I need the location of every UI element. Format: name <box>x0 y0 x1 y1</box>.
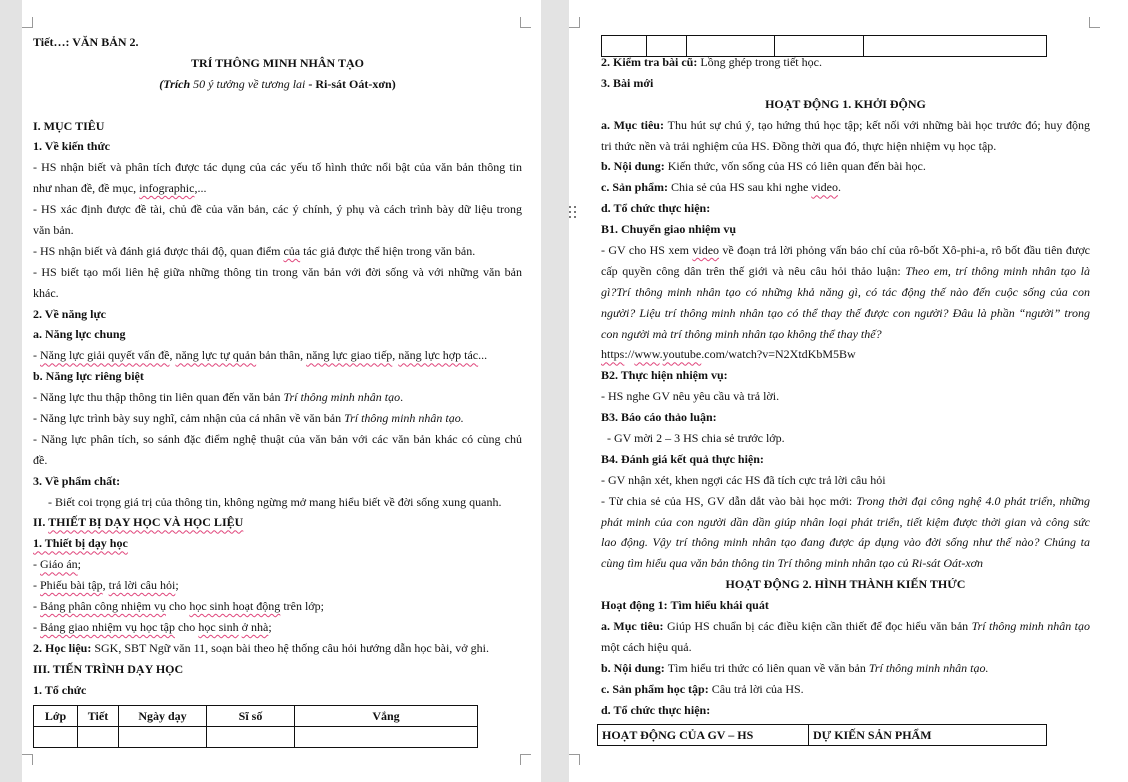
corner-mark <box>520 17 531 28</box>
paragraph <box>33 512 522 533</box>
text-run: d. Tổ chức thực hiện: <box>601 201 711 216</box>
text-line <box>601 700 1090 721</box>
heading <box>33 53 522 74</box>
spellcheck-flagged-text: năng lực giao tiếp <box>306 348 393 363</box>
text-run: Lồng ghép trong tiết học. <box>700 55 822 69</box>
text-run: - GV mời 2 – 3 HS chia sẻ trước lớp. <box>607 431 785 446</box>
text-run: bản thân, <box>256 348 307 363</box>
paragraph <box>33 324 522 345</box>
paragraph <box>601 344 1090 365</box>
paragraph <box>33 345 522 366</box>
text-run: tác giả được thể hiện trong văn bản. <box>300 243 476 258</box>
text-line <box>601 219 1090 240</box>
text-line <box>33 324 522 345</box>
table-header-cell[interactable]: DỰ KIẾN SẢN PHẨM <box>809 725 1047 746</box>
text-line <box>601 177 1090 198</box>
text-run: Tiết…: VĂN BẢN 2. <box>33 35 139 49</box>
text-line <box>601 616 1090 637</box>
text-line <box>601 595 1090 616</box>
text-line <box>601 261 1090 282</box>
text-run: cùng tìm hiểu qua văn bản thông tin Trí thông minh nhân tạo củ Ri-sát Oát-xơn <box>601 556 984 571</box>
text-run: Giúp HS chuẩn bị các điều kiện cần thiết để đọc hiểu văn bản <box>666 619 972 634</box>
text-line <box>601 574 1090 595</box>
heading <box>33 74 522 95</box>
paragraph <box>601 595 1090 616</box>
spellcheck-flagged-text: infographic <box>139 181 195 196</box>
text-line <box>33 429 522 450</box>
text-run: Thu hút sự chú ý, tạo hứng thú học tập; kết nối với những bài học trước đó; huy động <box>667 117 1090 132</box>
text-run: - Năng lực thu thập thông tin liên quan đến văn bản <box>33 390 284 405</box>
text-run: - GV nhận xét, khen ngợi các HS đã tích cực trả lời câu hỏi <box>601 472 886 487</box>
class-info-table[interactable] <box>33 705 478 748</box>
spellcheck-flagged-text: Bảng giao nhiệm vụ học tập <box>40 619 175 634</box>
paragraph <box>601 52 1090 73</box>
text-line <box>33 408 522 429</box>
corner-mark <box>22 754 33 765</box>
paragraph <box>33 492 522 513</box>
text-line <box>601 324 1090 345</box>
text-line <box>601 553 1090 574</box>
table-header-cell[interactable]: Ngày dạy <box>119 706 207 727</box>
text-run: lao động. Vậy trí thông minh nhân tạo đang được áp dụng vào đời sống như thế nào? Chúng ta <box>601 535 1090 550</box>
paragraph <box>601 407 1090 428</box>
text-line <box>33 659 522 680</box>
text-run: 1. Về kiến thức <box>33 139 110 154</box>
text-run: TRÍ THÔNG MINH NHÂN TẠO <box>191 55 364 70</box>
spellcheck-flagged-text: https <box>601 347 625 362</box>
paragraph <box>33 575 522 596</box>
paragraph <box>601 470 1090 491</box>
text-line <box>33 136 522 157</box>
text-run: Trí thông minh nhân tạo <box>971 619 1090 634</box>
text-run: B2. Thực hiện nhiệm vụ: <box>601 368 728 383</box>
text-run: , <box>169 348 176 363</box>
text-line <box>601 428 1090 449</box>
corner-mark <box>569 17 580 28</box>
text-run: - Biết coi trọng giá trị của thông tin, không ngừng mở mang hiểu biết về đời sống xung quanh. <box>48 494 502 509</box>
spellcheck-flagged-text: THIẾT BỊ DẠY HỌC VÀ HỌC LIỆU <box>48 515 244 530</box>
text-run: một cách hiệu quả. <box>601 639 692 654</box>
text-run: HOẠT ĐỘNG 2. HÌNH THÀNH KIẾN THỨC <box>725 577 966 592</box>
text-run: ; <box>77 557 81 572</box>
table-cell[interactable] <box>295 727 478 748</box>
table-header-cell[interactable]: HOẠT ĐỘNG CỦA GV – HS <box>598 725 809 746</box>
paragraph <box>33 241 522 262</box>
document-page-1[interactable] <box>22 0 541 782</box>
text-line <box>33 617 522 638</box>
corner-mark <box>569 754 580 765</box>
text-run: 3. Về phẩm chất: <box>33 473 121 488</box>
text-run: - HS biết tạo mối liên hệ giữa những thông tin trong văn bản với đời sống và với những văn bản <box>33 264 522 279</box>
text-run: I. MỤC TIÊU <box>33 118 105 133</box>
text-run: , <box>392 348 399 363</box>
drag-handle-icon[interactable] <box>569 206 577 220</box>
paragraph <box>601 177 1090 198</box>
corner-mark <box>1089 17 1100 28</box>
text-run: ... <box>478 348 488 363</box>
text-run: c. Sản phẩm: <box>601 180 672 195</box>
text-line <box>33 554 522 575</box>
text-line <box>33 53 522 74</box>
text-run: 3. Bài mới <box>601 75 654 90</box>
paragraph <box>33 471 522 492</box>
paragraph <box>601 658 1090 679</box>
text-line <box>33 450 522 471</box>
table-cell[interactable] <box>207 727 295 748</box>
text-run: - HS nhận biết và đánh giá được thái độ, quan điểm <box>33 243 284 258</box>
heading <box>601 574 1090 595</box>
table-header-cell[interactable]: Vắng <box>295 706 478 727</box>
document-page-2[interactable] <box>569 0 1128 782</box>
text-line <box>33 220 522 241</box>
text-line <box>601 407 1090 428</box>
spellcheck-flagged-text: học sinh hoạt động <box>189 599 281 614</box>
text-line <box>601 73 1090 94</box>
paragraph <box>601 616 1090 658</box>
text-line <box>601 115 1090 136</box>
text-line <box>601 94 1090 115</box>
paragraph <box>33 136 522 157</box>
spellcheck-flagged-text: năng lực hợp tác <box>398 348 479 363</box>
paragraph <box>33 366 522 387</box>
paragraph <box>33 680 522 701</box>
table-header-cell[interactable]: Tiết <box>78 706 119 727</box>
text-line <box>601 512 1090 533</box>
text-run: Trí thông minh nhân tạo. <box>344 411 464 426</box>
text-run: (Trích <box>159 76 194 91</box>
text-line <box>33 492 522 513</box>
paragraph <box>33 596 522 617</box>
text-run: cấp quyền công dân trên thế giới và nêu câu hỏi thảo luận: <box>601 263 906 278</box>
paragraph <box>33 199 522 241</box>
text-run: - <box>33 599 40 614</box>
table-cell[interactable] <box>78 727 119 748</box>
paragraph <box>601 240 1090 344</box>
text-run: gì?Trí thông minh nhân tạo có những khả năng gì, có tác động thế nào đến cuộc sống của con <box>601 284 1090 299</box>
text-line <box>33 199 522 220</box>
text-line <box>33 304 522 325</box>
text-line <box>33 262 522 283</box>
paragraph <box>601 219 1090 240</box>
text-run: - <box>33 619 40 634</box>
paragraph <box>601 449 1090 470</box>
spellcheck-flagged-text: www <box>634 347 660 362</box>
blank-line <box>33 95 522 116</box>
paragraph <box>33 533 522 554</box>
text-run: II. <box>33 515 49 530</box>
table-header-cell[interactable]: Sĩ số <box>207 706 295 727</box>
spellcheck-flagged-text: video <box>811 180 838 195</box>
text-run: cho <box>165 599 190 614</box>
paragraph <box>33 617 522 638</box>
paragraph <box>601 700 1090 721</box>
text-line <box>33 157 522 178</box>
text-line <box>601 365 1090 386</box>
paragraph <box>33 408 522 429</box>
spellcheck-flagged-text: Năng lực giải quyết vấn đề <box>40 348 170 363</box>
corner-mark <box>520 754 531 765</box>
page-2-body[interactable] <box>601 52 1090 721</box>
text-run: 50 ý tưởng về tương lai <box>193 76 306 91</box>
text-run: cho <box>174 619 199 634</box>
text-line <box>601 470 1090 491</box>
text-line <box>601 282 1090 303</box>
text-run: ; <box>175 578 179 593</box>
paragraph <box>33 554 522 575</box>
spellcheck-flagged-text: học sinh <box>198 619 239 634</box>
paragraph <box>601 73 1090 94</box>
text-run: :// <box>624 347 635 362</box>
text-line <box>33 512 522 533</box>
table-header-cell[interactable]: Lớp <box>34 706 78 727</box>
paragraph <box>33 32 522 53</box>
text-run: người? Liệu trí thông minh nhân tạo có thể thay thế được con người? Đâu là phần “người” trong <box>601 305 1090 320</box>
paragraph <box>601 679 1090 700</box>
text-run: Câu trả lời của HS. <box>711 681 804 696</box>
text-run: như nhan đề, đề mục, <box>33 181 140 196</box>
text-run: . <box>400 390 404 405</box>
text-run: .com/watch?v=N2XtdKbM5Bw <box>701 347 856 362</box>
text-line <box>33 345 522 366</box>
text-line <box>601 449 1090 470</box>
text-line <box>33 680 522 701</box>
text-run: - <box>33 557 40 572</box>
text-run: ; <box>268 619 272 634</box>
text-run: Tìm hiểu tri thức có liên quan về văn bản <box>667 660 869 675</box>
spellcheck-flagged-text: trả lời câu hỏi <box>108 578 176 593</box>
text-run: trên lớp; <box>280 599 324 614</box>
text-line <box>601 303 1090 324</box>
text-run: SGK, SBT Ngữ văn 11, soạn bài theo hệ thống câu hỏi hướng dẫn học bài, vở ghi. <box>94 640 489 655</box>
text-run: khác. <box>33 285 59 300</box>
paragraph <box>601 386 1090 407</box>
text-run: . <box>659 347 663 362</box>
text-run: Trí thông minh nhân tạo <box>283 390 401 405</box>
paragraph <box>33 304 522 325</box>
text-line <box>601 532 1090 553</box>
text-line <box>601 637 1090 658</box>
text-run: 2. Về năng lực <box>33 306 106 321</box>
paragraph <box>601 365 1090 386</box>
text-line <box>33 471 522 492</box>
text-run: 2. Học liệu: <box>33 640 95 655</box>
text-run: tri thức nền và trải nghiệm của HS. Đồng thời qua đó, thực hiện nhiệm vụ học tập. <box>601 138 997 153</box>
text-line <box>33 575 522 596</box>
text-run: c. Sản phẩm học tập: <box>601 681 712 696</box>
text-run: - <box>33 578 40 593</box>
paragraph <box>33 659 522 680</box>
text-run: a. Mục tiêu: <box>601 619 667 634</box>
text-line <box>601 679 1090 700</box>
text-run: b. Năng lực riêng biệt <box>33 369 144 384</box>
spellcheck-flagged-text: 1. Thiết bị dạy học <box>33 536 128 551</box>
table-cell[interactable] <box>34 727 78 748</box>
text-run: a. Năng lực chung <box>33 327 126 342</box>
text-line <box>33 638 522 659</box>
text-run: - HS nghe GV nêu yêu cầu và trả lời. <box>601 389 780 404</box>
text-run: Trí thông minh nhân tạo. <box>868 660 989 675</box>
paragraph <box>33 387 522 408</box>
text-run: - <box>33 348 40 363</box>
spellcheck-flagged-text: của <box>283 243 301 258</box>
text-run: B4. Đánh giá kết quả thực hiện: <box>601 451 764 466</box>
paragraph <box>33 262 522 304</box>
paragraph <box>601 115 1090 157</box>
text-run: - Năng lực trình bày suy nghĩ, cảm nhận của cá nhân về văn bản <box>33 411 345 426</box>
text-run: con người mà trí thông minh nhân tạo không thể thay thế? <box>601 326 882 341</box>
text-run: Hoạt động 1: Tìm hiểu khái quát <box>601 598 769 613</box>
paragraph <box>601 491 1090 575</box>
text-line <box>33 116 522 137</box>
text-line <box>33 178 522 199</box>
text-run: Kiến thức, vốn sống của HS có liên quan đến bài học. <box>667 159 926 174</box>
text-run: B3. Báo cáo thảo luận: <box>601 410 717 425</box>
text-line <box>601 52 1090 73</box>
text-line <box>33 32 522 53</box>
paragraph <box>33 429 522 471</box>
text-line <box>601 658 1090 679</box>
text-run: phát minh của con người dần dần giúp nhân loại phát triển, tiết kiệm được thời gian và công sức <box>601 514 1090 529</box>
text-line <box>601 491 1090 512</box>
page-1-body[interactable] <box>33 32 522 701</box>
text-line <box>601 156 1090 177</box>
spellcheck-flagged-text: Giáo án <box>40 557 78 572</box>
text-line <box>33 366 522 387</box>
corner-mark <box>22 17 33 28</box>
paragraph <box>601 428 1090 449</box>
text-run: a. Mục tiêu: <box>601 117 668 132</box>
text-run: Trong thời đại công nghệ 4.0 phát triển, những <box>856 493 1090 508</box>
text-run: 1. Tổ chức <box>33 682 87 697</box>
heading <box>601 94 1090 115</box>
activity-table[interactable] <box>597 724 1047 746</box>
text-line <box>601 240 1090 261</box>
text-line <box>33 596 522 617</box>
spellcheck-flagged-text: năng lực tự quản <box>175 348 257 363</box>
text-run: 2. Kiểm tra bài cũ: <box>601 55 701 69</box>
text-run: - Ri-sát Oát-xơn) <box>305 76 396 91</box>
text-line <box>601 136 1090 157</box>
text-run: HOẠT ĐỘNG 1. KHỞI ĐỘNG <box>765 96 926 111</box>
text-line <box>601 386 1090 407</box>
text-run: III. TIẾN TRÌNH DẠY HỌC <box>33 661 184 676</box>
text-run: Chia sẻ của HS sau khi nghe <box>671 180 812 195</box>
text-line <box>33 283 522 304</box>
text-run: đề. <box>33 452 48 467</box>
text-run: ,... <box>194 181 207 196</box>
text-run: - Từ chia sẻ của HS, GV dẫn dắt vào bài học mới: <box>601 493 857 508</box>
text-run: b. Nội dung: <box>601 159 668 174</box>
table-cell[interactable] <box>119 727 207 748</box>
text-run: văn bản. <box>33 223 74 238</box>
paragraph <box>601 156 1090 177</box>
paragraph <box>601 198 1090 219</box>
spellcheck-flagged-text: Bảng phân công nhiệm vụ <box>40 599 166 614</box>
text-run: d. Tổ chức thực hiện: <box>601 702 711 717</box>
text-run: - HS xác định được đề tài, chủ đề của văn bản, các ý chính, ý phụ và cách trình bày dữ liệu trong <box>33 202 522 217</box>
text-run: . <box>838 180 841 195</box>
text-run: - Năng lực phân tích, so sánh đặc điểm nghệ thuật của văn bản với các văn bản khác có cùng chủ <box>33 431 522 446</box>
paragraph <box>33 638 522 659</box>
text-run: - GV cho HS xem <box>601 243 693 258</box>
spellcheck-flagged-text: video <box>692 243 720 258</box>
spellcheck-flagged-text: ở nhà <box>241 619 269 634</box>
text-line <box>33 533 522 554</box>
text-run: - HS nhận biết và phân tích được tác dụng của các yếu tố hình thức nổi bật của văn bản thông tin <box>33 160 522 175</box>
text-run: về đoạn trả lời phỏng vấn báo chí của rô-bốt Xô-phi-a, rô bốt đầu tiên được <box>719 243 1090 258</box>
spellcheck-flagged-text: Phiếu bài tập <box>40 578 103 593</box>
text-run: b. Nội dung: <box>601 660 668 675</box>
paragraph <box>33 116 522 137</box>
spellcheck-flagged-text: youtube <box>662 347 702 362</box>
text-line <box>33 241 522 262</box>
text-line <box>601 198 1090 219</box>
text-run: , <box>102 578 109 593</box>
text-line <box>33 387 522 408</box>
text-line <box>33 74 522 95</box>
paragraph <box>33 157 522 199</box>
text-line <box>601 344 1090 365</box>
text-run: B1. Chuyển giao nhiệm vụ <box>601 222 737 237</box>
text-run: Theo em, trí thông minh nhân tạo là <box>905 263 1090 278</box>
